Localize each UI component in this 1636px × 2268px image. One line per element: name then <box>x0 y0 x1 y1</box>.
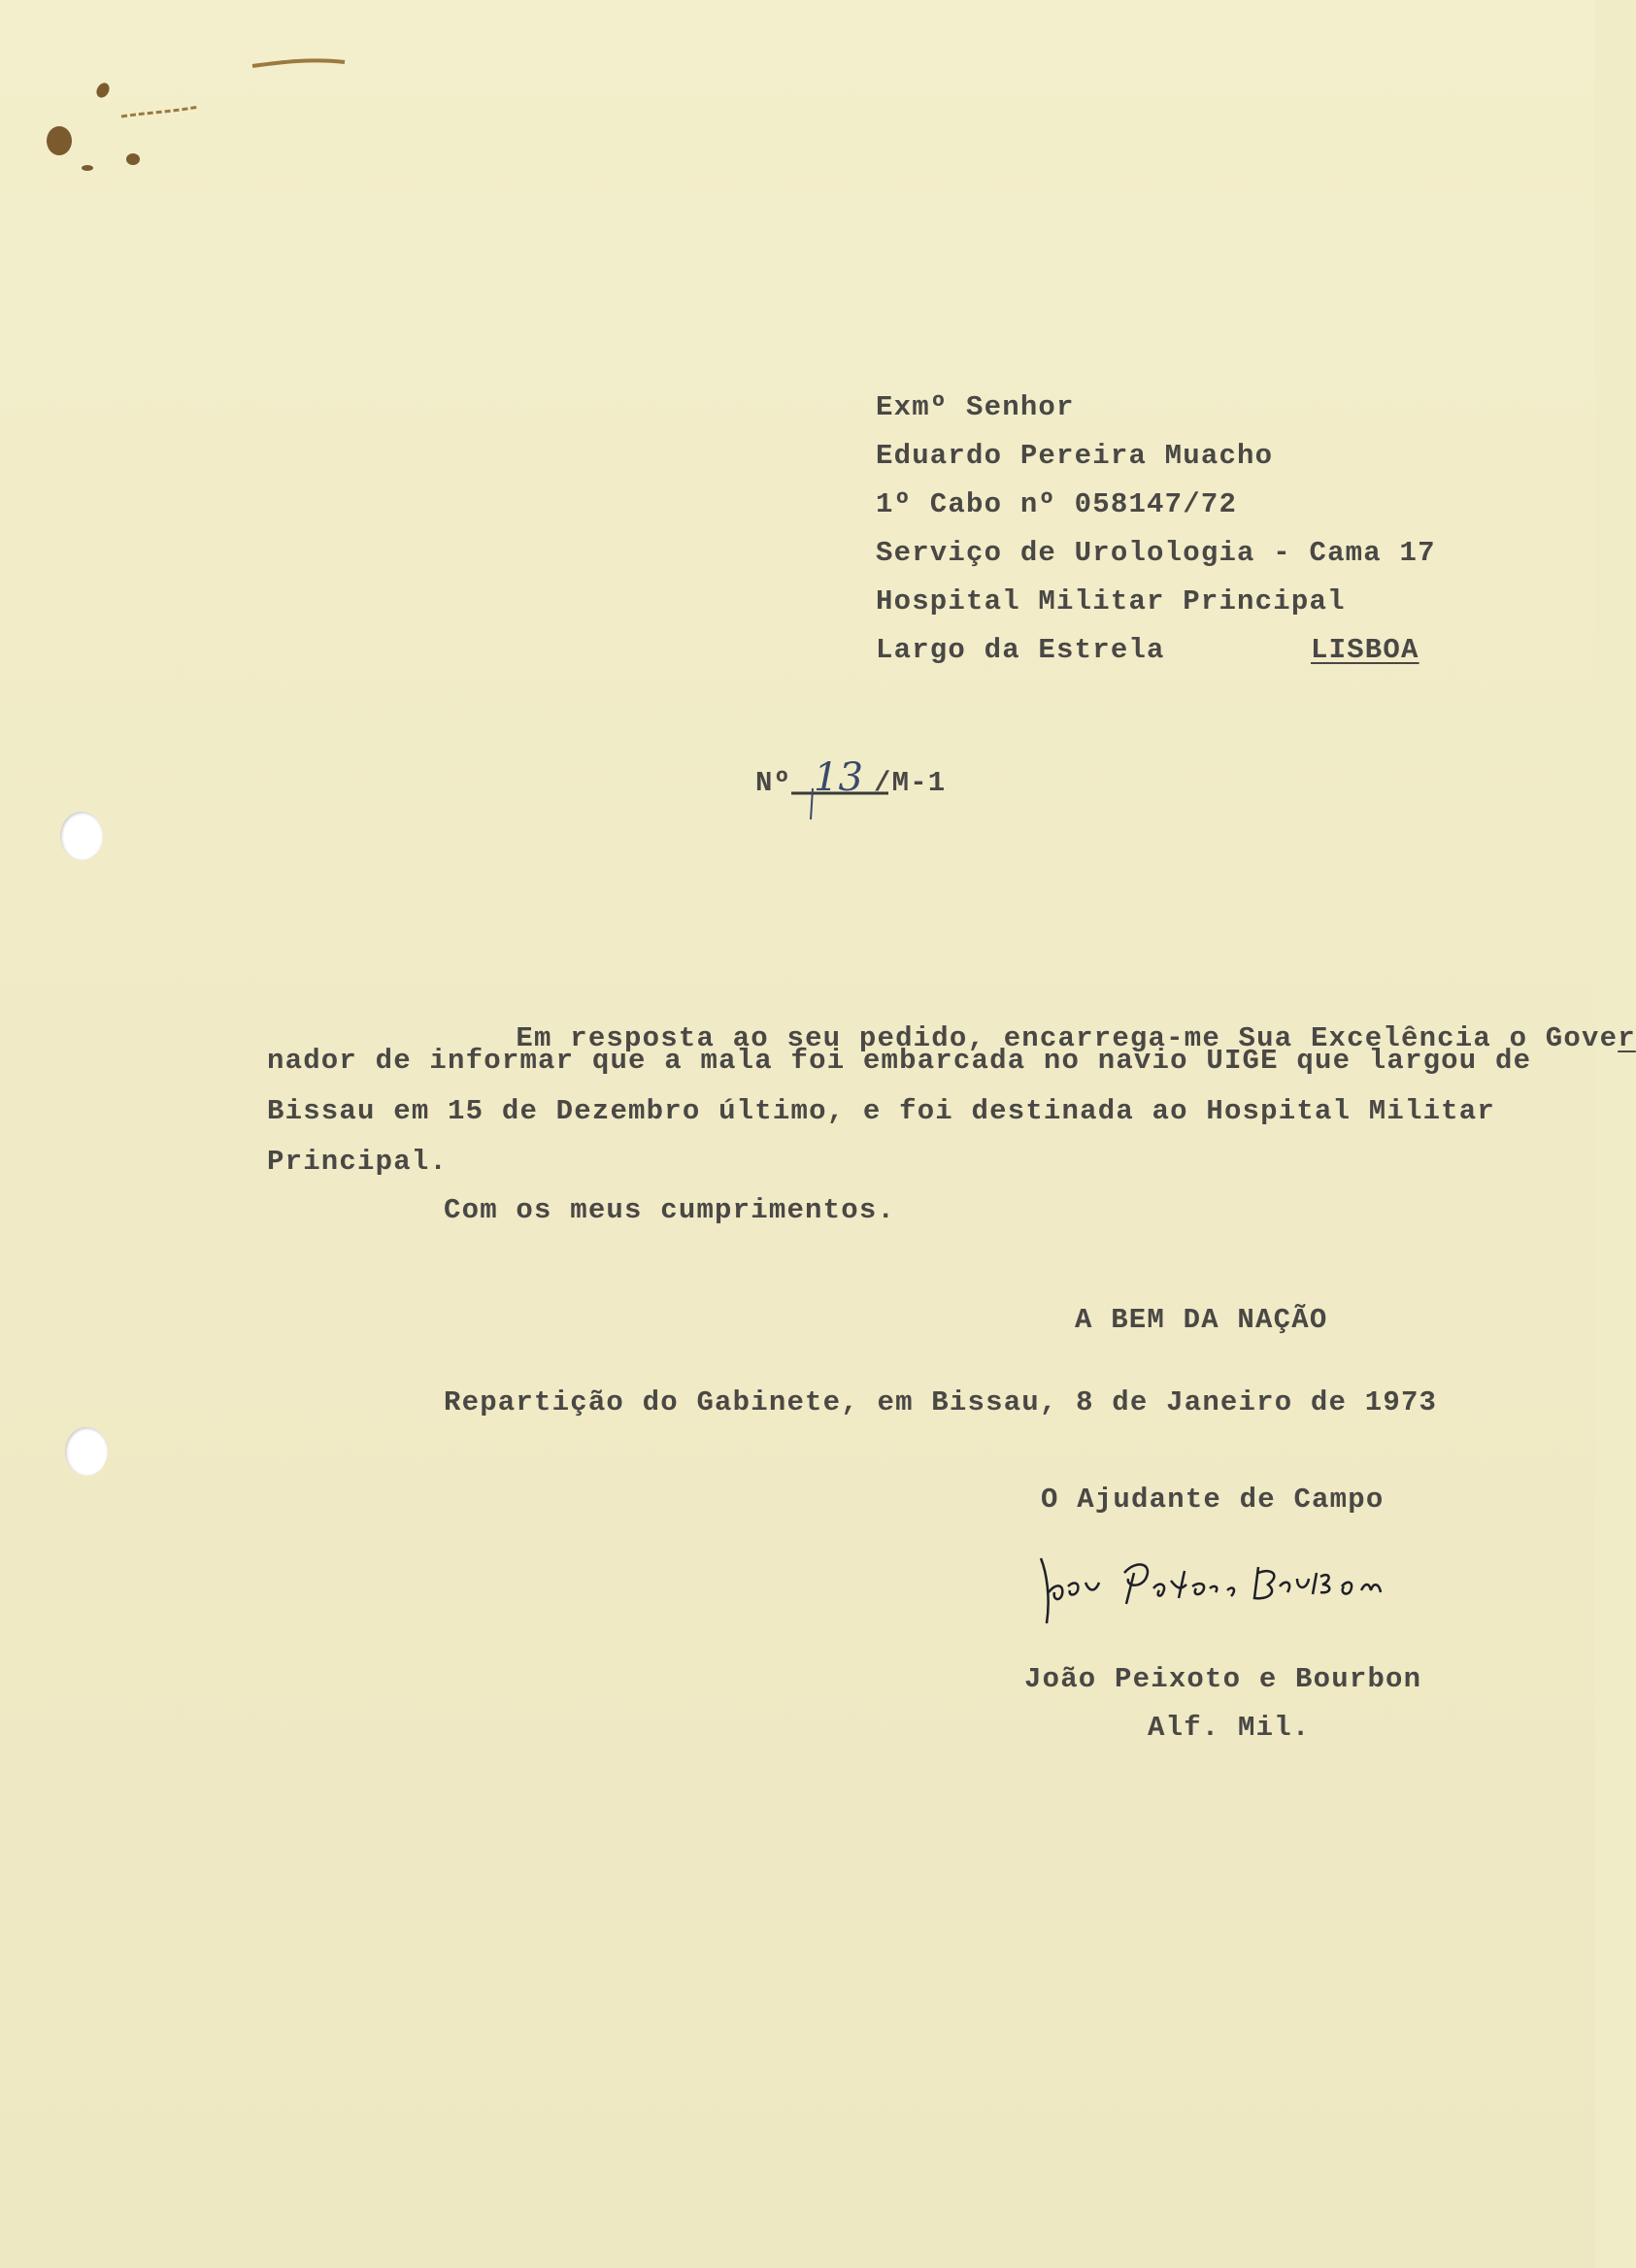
closing-motto: A BEM DA NAÇÃO <box>1075 1304 1328 1336</box>
body-line-2: nador de informar que a mala foi embarcada no navio UIGE que largou de <box>267 1045 1532 1077</box>
address-hospital: Hospital Militar Principal <box>876 585 1346 617</box>
body-line-3: Bissau em 15 de Dezembro último, e foi destinada ao Hospital Militar <box>267 1095 1495 1127</box>
rust-mark <box>107 49 359 136</box>
reference-prefix: Nº <box>755 767 792 799</box>
ink-stain <box>47 126 72 155</box>
reference-handwritten-number: 13 <box>814 755 863 800</box>
address-city: LISBOA <box>1311 634 1419 666</box>
body-line-4: Principal. <box>267 1146 449 1178</box>
handwritten-signature <box>1029 1544 1398 1631</box>
address-salutation: Exmº Senhor <box>876 391 1075 423</box>
body-line-1-text: Em resposta ao seu pedido, encarrega-me Sua Excelência o Gove <box>516 1022 1619 1054</box>
ink-stain-small <box>126 153 140 165</box>
address-rank-number: 1º Cabo nº 058147/72 <box>876 488 1238 520</box>
punch-hole-top <box>60 812 103 860</box>
closing-place-date: Repartição do Gabinete, em Bissau, 8 de Janeiro de 1973 <box>444 1386 1438 1418</box>
address-recipient-name: Eduardo Pereira Muacho <box>876 440 1274 472</box>
signatory-name: João Peixoto e Bourbon <box>1024 1663 1422 1695</box>
punch-hole-bottom <box>65 1427 108 1476</box>
ink-stain-dot <box>82 165 93 171</box>
reference-suffix: /M-1 <box>874 767 947 799</box>
body-line-1-corrected-letter: r <box>1618 1022 1636 1054</box>
body-closing-courtesy: Com os meus cumprimentos. <box>444 1194 896 1226</box>
closing-role: O Ajudante de Campo <box>1041 1484 1385 1516</box>
address-service: Serviço de Urolologia - Cama 17 <box>876 537 1436 569</box>
address-street: Largo da Estrela <box>876 634 1165 666</box>
signatory-rank: Alf. Mil. <box>1148 1712 1311 1744</box>
